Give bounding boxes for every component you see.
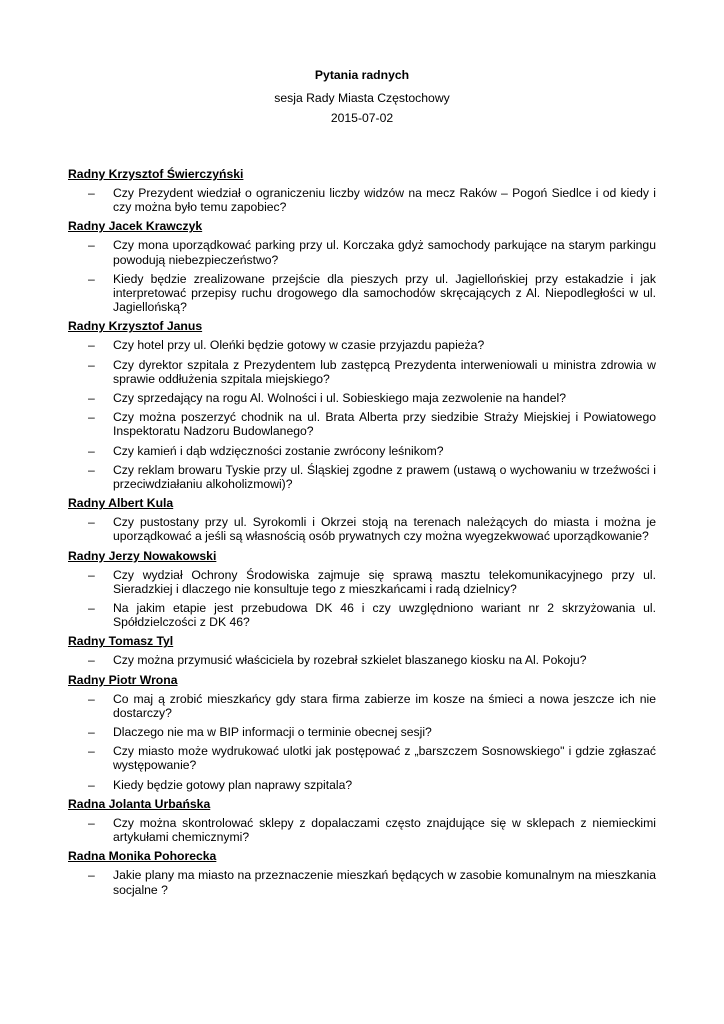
councilor-name: Radny Tomasz Tyl	[68, 634, 174, 649]
question-item	[68, 568, 656, 596]
question-text: Czy hotel przy ul. Oleńki będzie gotowy w czasie przyjazdu papieża?	[113, 338, 485, 353]
councilor-section	[68, 549, 656, 630]
question-item	[68, 186, 656, 214]
question-text: Na jakim etapie jest przebudowa DK 46 i czy uwzględniono wariant nr 2 skrzyżowania ul. Spółdzielczości z DK 46?	[113, 601, 656, 630]
bullet-dash: –	[88, 653, 95, 668]
bullet-dash: –	[88, 815, 95, 830]
councilor-section	[68, 319, 656, 491]
question-item	[68, 272, 656, 315]
question-text: Czy dyrektor szpitala z Prezydentem lub zastępcą Prezydenta interweniowali u ministra zdrowia w sprawie oddłużenia szpitala miejskiego?	[113, 357, 656, 386]
councilor-section	[68, 849, 656, 896]
bullet-dash: –	[88, 868, 95, 883]
question-text: Jakie plany ma miasto na przeznaczenie mieszkań będących w zasobie komunalnym na mieszkania socjalne ?	[113, 868, 656, 897]
bullet-dash: –	[88, 777, 95, 792]
bullet-dash: –	[88, 567, 95, 582]
bullet-dash: –	[88, 443, 95, 458]
questions-list	[68, 167, 656, 902]
question-item	[68, 410, 656, 438]
question-text: Czy można poszerzyć chodnik na ul. Brata Alberta przy siedzibie Straży Miejskiej i Powiatowego Inspektoratu Nadzoru Budowlanego?	[113, 410, 656, 439]
councilor-section	[68, 673, 656, 792]
bullet-dash: –	[88, 515, 95, 530]
councilor-name: Radny Krzysztof Janus	[68, 319, 203, 334]
bullet-dash: –	[88, 601, 95, 616]
councilor-section	[68, 219, 656, 314]
bullet-dash: –	[88, 744, 95, 759]
question-text: Czy Prezydent wiedział o ograniczeniu liczby widzów na mecz Raków – Pogoń Siedlce i od kiedy i czy można było temu zapobiec?	[113, 186, 656, 215]
councilor-name: Radny Krzysztof Świerczyński	[68, 167, 244, 181]
session-name: sesja Rady Miasta Częstochowy	[274, 91, 450, 105]
bullet-dash: –	[88, 410, 95, 425]
question-text: Dlaczego nie ma w BIP informacji o terminie obecnej sesji?	[113, 725, 432, 740]
bullet-dash: –	[88, 186, 95, 200]
councilor-section	[68, 167, 656, 214]
councilor-section	[68, 634, 656, 667]
councilor-name: Radny Jerzy Nowakowski	[68, 548, 217, 563]
question-text: Co maj ą zrobić mieszkańcy gdy stara firma zabierze im kosze na śmieci a nowa jeszcze ich nie dostarczy?	[113, 691, 656, 720]
councilor-section	[68, 797, 656, 844]
question-text: Czy sprzedający na rogu Al. Wolności i ul. Sobieskiego maja zezwolenie na handel?	[113, 391, 566, 406]
question-text: Czy wydział Ochrony Środowiska zajmuje się sprawą masztu telekomunikacyjnego przy ul. Sieradzkiej i dlaczego nie konsultuje tego z mieszkańcami i radą dzielnicy?	[113, 567, 656, 596]
question-text: Czy miasto może wydrukować ulotki jak postępować z „barszczem Sosnowskiego" i gdzie zgłaszać występowanie?	[113, 744, 656, 773]
question-item	[68, 601, 656, 629]
session-date: 2015-07-02	[330, 111, 394, 125]
question-item	[68, 391, 656, 405]
question-item	[68, 725, 656, 739]
question-item	[68, 463, 656, 491]
question-text: Czy pustostany przy ul. Syrokomli i Okrzei stoją na terenach należących do miasta i można je uporządkować a jeśli są własnością osób prywatnych czy można wyegzekwować uporządkowanie?	[113, 515, 656, 544]
bullet-dash: –	[88, 725, 95, 740]
bullet-dash: –	[88, 462, 95, 477]
question-item	[68, 653, 656, 667]
question-item	[68, 778, 656, 792]
councilor-name: Radna Jolanta Urbańska	[68, 796, 211, 811]
question-item	[68, 358, 656, 386]
question-item	[68, 868, 656, 896]
councilor-name: Radny Piotr Wrona	[68, 672, 178, 687]
bullet-dash: –	[88, 271, 95, 286]
councilor-name: Radna Monika Pohorecka	[68, 849, 217, 864]
question-text: Kiedy będzie zrealizowane przejście dla pieszych przy ul. Jagiellońskiej przy estakadzie i jak interpretować przepisy ruchu drogowego dla samochodów skręcających z Al. Niepodległości w ul. Jagiellońską?	[113, 271, 656, 315]
question-text: Czy można skontrolować sklepy z dopalaczami często znajdujące się w sklepach z niemieckimi artykułami chemicznymi?	[113, 815, 656, 845]
bullet-dash: –	[88, 691, 95, 706]
councilor-section	[68, 496, 656, 543]
bullet-dash: –	[88, 338, 95, 353]
question-item	[68, 238, 656, 266]
question-item	[68, 692, 656, 720]
question-item	[68, 816, 656, 844]
document-title: Pytania radnych	[314, 68, 410, 82]
question-item	[68, 444, 656, 458]
question-text: Czy można przymusić właściciela by rozebrał szkielet blaszanego kiosku na Al. Pokoju?	[113, 653, 587, 668]
question-text: Kiedy będzie gotowy plan naprawy szpitala?	[113, 777, 353, 792]
question-item	[68, 744, 656, 772]
question-text: Czy kamień i dąb wdzięczności zostanie zwrócony leśnikom?	[113, 443, 444, 458]
bullet-dash: –	[88, 357, 95, 372]
question-text: Czy reklam browaru Tyskie przy ul. Śląskiej zgodne z prawem (ustawą o wychowaniu w trzeźwości i przeciwdziałaniu alkoholizmowi)?	[113, 462, 656, 492]
bullet-dash: –	[88, 391, 95, 406]
question-text: Czy mona uporządkować parking przy ul. Korczaka gdyż samochody parkujące na starym parkingu powodują niebezpieczeństwo?	[113, 238, 656, 267]
councilor-name: Radny Jacek Krawczyk	[68, 219, 203, 234]
question-item	[68, 338, 656, 352]
question-item	[68, 515, 656, 543]
councilor-name: Radny Albert Kula	[68, 496, 174, 511]
bullet-dash: –	[88, 238, 95, 253]
